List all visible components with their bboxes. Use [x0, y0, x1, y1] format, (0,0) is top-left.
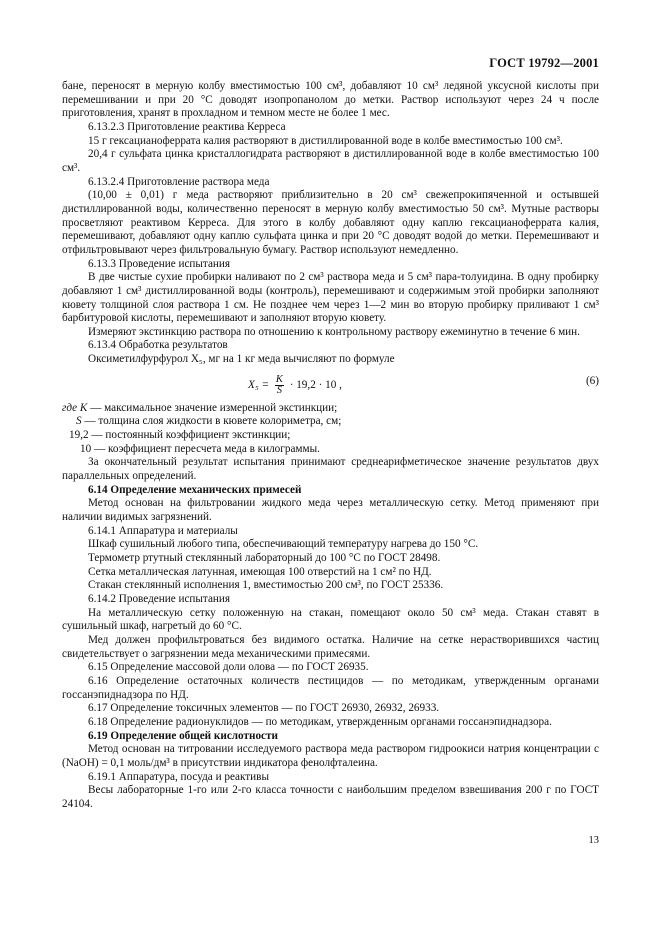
- where-item: [62, 415, 599, 429]
- formula-expression: [248, 375, 342, 396]
- paragraph: Мед должен профильтроваться без видимого остатка. Наличие на сетке нерастворившихся частиц свидетельствует о загрязнении меда механическими примесями.: [62, 633, 599, 660]
- section-heading: 6.14.1 Аппаратура и материалы: [88, 524, 238, 537]
- page-number: 13: [588, 835, 599, 846]
- paragraph: Весы лабораторные 1-го или 2-го класса точности с наибольшим пределом взвешивания 200 г по ГОСТ 24104.: [62, 784, 599, 810]
- document-header: ГОСТ 19792—2001: [489, 56, 599, 70]
- paragraph: 6.16 Определение остаточных количеств пестицидов — по методикам, утвержденным органами госсанэпиднадзора по НД.: [62, 674, 599, 701]
- formula-fraction: [275, 375, 284, 396]
- document-body: [62, 80, 599, 811]
- formula-denominator: S: [276, 384, 282, 396]
- section-heading: 6.13.4 Обработка результатов: [88, 339, 228, 352]
- paragraph: (10,00 ± 0,01) г меда растворяют приблизительно в 20 см³ свежепрокипяченной и остывшей дистиллированной воды, количественно переносят в мерную колбу вместимостью 50 см³. Мутные растворы просветляют реактивом Керреса. Для этого в колбу добавляют одну каплю гексацианоферрата калия, перемешивают, добавляют одну каплю сульфата цинка и при 20 °С доводят водой до метки. Перемешивают и отфильтровывают через фильтровальную бумагу. Раствор используют немедленно.: [62, 189, 599, 256]
- section-heading-bold: 6.19 Определение общей кислотности: [88, 729, 278, 742]
- paragraph: 20,4 г сульфата цинка кристаллогидрата растворяют в дистиллированной воде в колбе вместимостью 100 см³.: [62, 148, 599, 174]
- where-symbol: 10: [80, 442, 92, 455]
- paragraph: 6.18 Определение радионуклидов — по методикам, утвержденным органами госсанэпиднадзора.: [88, 715, 552, 728]
- section-heading: 6.13.2.3 Приготовление реактива Керреса: [88, 120, 286, 133]
- paragraph: На металлическую сетку положенную на стакан, помещают около 50 см³ меда. Стакан ставят в сушильный шкаф, нагретый до 60 °С.: [62, 606, 599, 633]
- formula-6: [62, 369, 599, 399]
- paragraph: За окончательный результат испытания принимают среднеарифметическое значение результатов двух параллельных определений.: [62, 456, 599, 483]
- paragraph: Термометр ртутный стеклянный лабораторный до 100 °С по ГОСТ 28498.: [88, 552, 441, 564]
- paragraph: Метод основан на титровании исследуемого раствора меда раствором гидроокиси натрия концентрации c (NaOH) = 0,1 моль/дм³ в присутствии индикатора фенолфталеина.: [62, 743, 599, 769]
- formula-number: (6): [585, 374, 599, 387]
- section-heading: 6.14.2 Проведение испытания: [88, 592, 231, 605]
- paragraph: 6.15 Определение массовой доли олова — по ГОСТ 26935.: [88, 661, 369, 674]
- section-heading: 6.13.3 Проведение испытания: [88, 257, 231, 270]
- paragraph: бане, переносят в мерную колбу вместимостью 100 см³, добавляют 10 см³ ледяной уксусной кислоты при перемешивании и при 20 °С доводят изопропанолом до метки. Раствор используют через 24 ч после приготовления, хранят в прохладном и темном месте не более 1 мес.: [62, 80, 599, 120]
- paragraph: Метод основан на фильтровании жидкого меда через металлическую сетку. Метод применяют при наличии видимых загрязнений.: [62, 497, 599, 524]
- where-item: [62, 443, 599, 457]
- where-symbol: где K: [62, 401, 88, 414]
- where-symbol: S: [76, 415, 82, 428]
- paragraph: Стакан стеклянный исполнения 1, вместимостью 200 см³, по ГОСТ 25336.: [88, 579, 444, 592]
- section-heading: 6.13.2.4 Приготовление раствора меда: [88, 175, 270, 188]
- formula-lhs: X₅ =: [248, 378, 270, 391]
- where-text: — максимальное значение измеренной экстинкции;: [87, 401, 338, 414]
- formula-rhs: · 19,2 · 10 ,: [289, 378, 342, 391]
- where-text: — постоянный коэффициент экстинкции;: [88, 429, 291, 442]
- where-item: [62, 402, 599, 416]
- formula-numerator: K: [275, 373, 283, 385]
- section-heading-bold: 6.14 Определение механических примесей: [88, 483, 302, 496]
- paragraph: Шкаф сушильный любого типа, обеспечивающий температуру нагрева до 150 °С.: [88, 538, 479, 551]
- where-text: — коэффициент пересчета меда в килограммы.: [91, 442, 320, 455]
- paragraph: Сетка металлическая латунная, имеющая 100 отверстий на 1 см² по НД.: [88, 565, 432, 578]
- paragraph: 6.17 Определение токсичных элементов — по ГОСТ 26930, 26932, 26933.: [88, 702, 440, 715]
- paragraph: В две чистые сухие пробирки наливают по 2 см³ раствора меда и 5 см³ пара-толуидина. В одну пробирку добавляют 1 см³ дистиллированной воды (контроль), перемешивают и содержимым этой пробирки заполняют кювету толщиной слоя раствора 1 см. Не позднее чем через 1—2 мин во вторую пробирку приливают 1 см³ барбитуровой кислоты, перемешивают и заполняют вторую кювету.: [62, 271, 599, 325]
- where-item: [62, 429, 599, 443]
- paragraph: Измеряют экстинкцию раствора по отношению к контрольному раствору ежеминутно в течение 6 мин.: [88, 325, 580, 338]
- paragraph: 15 г гексацианоферрата калия растворяют в дистиллированной воде в колбе вместимостью 100 см³.: [88, 134, 563, 147]
- section-heading: 6.19.1 Аппаратура, посуда и реактивы: [88, 770, 269, 783]
- paragraph: Оксиметилфурфурол X₅, мг на 1 кг меда вычисляют по формуле: [88, 353, 395, 366]
- where-symbol: 19,2: [69, 429, 89, 442]
- where-text: — толщина слоя жидкости в кювете колориметра, см;: [81, 415, 342, 428]
